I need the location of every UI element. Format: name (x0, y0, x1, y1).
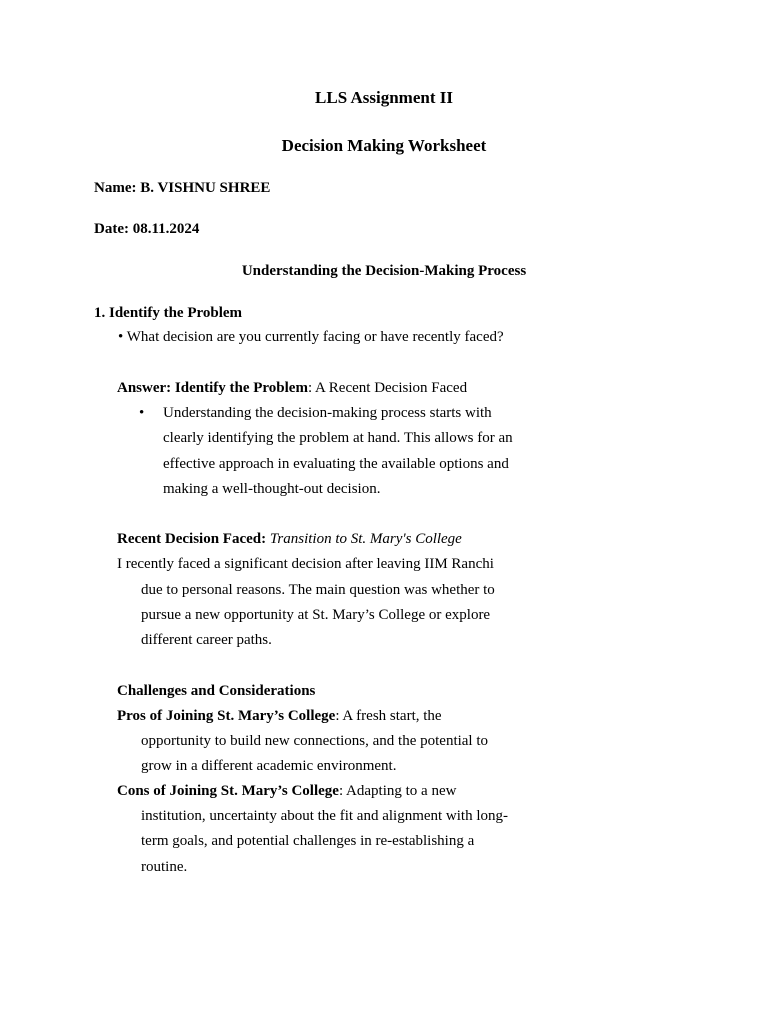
section-heading: Understanding the Decision-Making Process (241, 263, 527, 279)
pros-continuation-line: opportunity to build new connections, and the potential to (141, 733, 489, 749)
answer-bullet-line: clearly identifying the problem at hand. This allows for an (163, 430, 513, 446)
cons-label: Cons of Joining St. Mary’s College (117, 783, 339, 799)
pros-label: Pros of Joining St. Mary’s College (117, 708, 336, 724)
answer-label: Answer: Identify the Problem (117, 380, 308, 396)
recent-decision-heading (117, 532, 462, 547)
answer-line (117, 381, 467, 396)
step-heading: 1. Identify the Problem (94, 305, 243, 321)
date-line: Date: 08.11.2024 (94, 221, 200, 237)
recent-paragraph-line: different career paths. (141, 632, 272, 648)
bullet-marker: • (118, 329, 124, 345)
cons-continuation-line: institution, uncertainty about the fit and alignment with long- (141, 808, 509, 824)
name-line: Name: B. VISHNU SHREE (94, 180, 271, 196)
pros-line (117, 709, 442, 724)
question-bullet (118, 330, 504, 345)
pros-text: : A fresh start, the (335, 708, 442, 724)
pros-continuation-line: grow in a different academic environment. (141, 758, 397, 774)
answer-bullet-line: making a well-thought-out decision. (163, 481, 381, 497)
document-title: LLS Assignment II (315, 88, 453, 107)
question-text: What decision are you currently facing or have recently faced? (126, 329, 504, 345)
cons-line (117, 784, 456, 799)
answer-text: : A Recent Decision Faced (307, 380, 468, 396)
recent-paragraph-line: due to personal reasons. The main question was whether to (141, 582, 495, 598)
cons-text: : Adapting to a new (338, 783, 457, 799)
cons-continuation-line: routine. (141, 859, 188, 875)
cons-continuation-line: term goals, and potential challenges in re-establishing a (141, 833, 475, 849)
answer-bullet-marker: • (139, 405, 145, 421)
answer-bullet-line: effective approach in evaluating the available options and (163, 456, 509, 472)
answer-bullet-line: Understanding the decision-making process starts with (163, 405, 492, 421)
recent-paragraph-line: I recently faced a significant decision after leaving IIM Ranchi (117, 556, 494, 572)
recent-italic: Transition to St. Mary's College (269, 531, 462, 547)
document-subtitle: Decision Making Worksheet (281, 136, 487, 155)
recent-label: Recent Decision Faced: (117, 531, 267, 547)
recent-paragraph-line: pursue a new opportunity at St. Mary’s College or explore (141, 607, 491, 623)
challenges-heading: Challenges and Considerations (117, 683, 316, 699)
